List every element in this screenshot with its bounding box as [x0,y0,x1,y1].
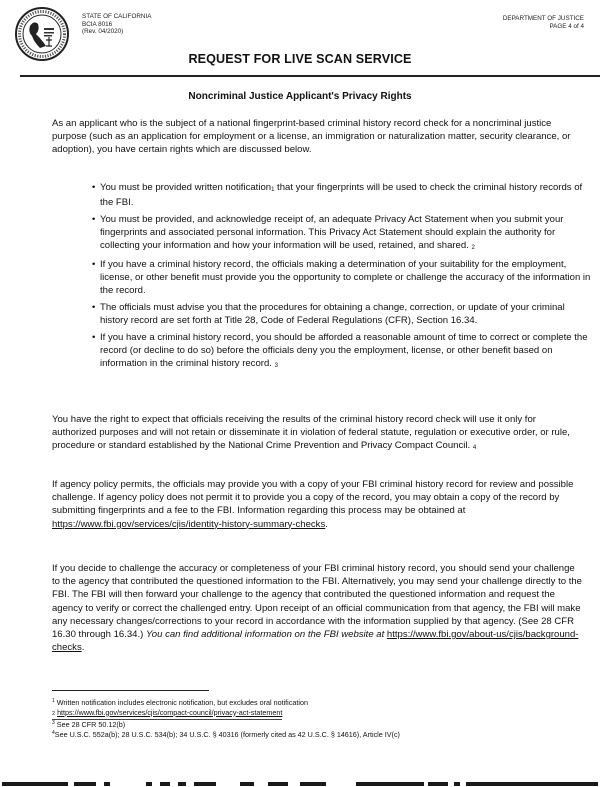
page-number: PAGE 4 of 4 [549,22,584,30]
identity-history-link[interactable]: https://www.fbi.gov/services/cjis/identity-history-summary-checks [52,518,326,530]
footnote-divider [52,690,209,691]
footnote-ref: 3 [274,363,278,369]
footnote-item: $^1$ Written notification includes electronic notification, but excludes oral notification [52,698,308,707]
bullet-icon: • [92,331,96,343]
rights-list-item: • If you have a criminal history record, the officials making a determination of your suitability for the employment, license, or other benefit must provide you the opportunity to complete or challenge the accuracy of the information in the record. [92,258,591,297]
rights-list [92,181,592,376]
record-copy-paragraph: If agency policy permits, the officials may provide you with a copy of your FBI criminal history record for review and possible challenge. If agency policy does not permit it to provide you a copy of the record, you may obtain a copy of the record by submitting fingerprints and a fee to the FBI. Information regarding this process may be obtained at https://www.fbi.gov/services/cjis/identity-history-summary-checks. [52,479,574,530]
scan-edge-artifact [0,782,600,787]
department-label: DEPARTMENT OF JUSTICE [502,15,584,22]
form-number: BCIA 8016 [82,20,113,28]
footnote-ref: 1 [271,187,275,193]
footnote-item: $^4$See U.S.C. 552a(b); 28 U.S.C. 534(b); 34 U.S.C. § 40316 (formerly cited as 42 U.S.C. § 14616), Article IV(c) [52,729,400,739]
rights-list-item: • You must be provided written notification1 that your fingerprints will be used to check the criminal history records of the FBI. [92,182,583,209]
bullet-icon: • [92,182,96,193]
bullet-icon: • [92,213,96,225]
challenge-paragraph: If you decide to challenge the accuracy or completeness of your FBI criminal history record, you should send your challenge to the agency that contributed the questioned information to the FBI. Alternatively, you may send your challenge directly to the FBI. The FBI will then forward your challenge to the agency that contributed the questioned information and request the agency to verify or correct the challenged entry. Upon receipt of an official communication from that agency, the FBI will make any necessary changes/corrections to your record in accordance with the information supplied by that agency. (See 28 CFR 16.30 through 16.34.) You can find additional information on the FBI website at https://www.fbi.gov/about-us/cjis/background-checks. [52,563,582,654]
footnote-ref: 2 [471,245,475,252]
department-block [503,15,584,30]
rights-list-item: • If you have a criminal history record, you should be afforded a reasonable amount of time to correct or complete the record (or decline to do so) before the officials deny you the employment, license, or other benefit based on information in the criminal history record. 3 [92,331,588,369]
bullet-icon: • [92,301,96,313]
form-identifier [82,13,151,36]
rights-list-item: • The officials must advise you that the procedures for obtaining a change, correction, or update of your criminal history record are set forth at Title 28, Code of Federal Regulations (CFR), Section 16.34. [92,301,565,326]
footnote-ref: 4 [472,445,477,452]
bullet-icon: • [92,258,96,270]
rights-list-item: • You must be provided, and acknowledge receipt of, an adequate Privacy Act Statement when you submit your fingerprints and associated personal information. This Privacy Act Statement should explain the authority for collecting your information and how your information will be used, retained, and shared. 2 [92,213,564,252]
document-title: REQUEST FOR LIVE SCAN SERVICE [188,52,412,66]
state-label: STATE OF CALIFORNIA [82,13,152,20]
section-heading: Noncriminal Justice Applicant's Privacy Rights [188,91,412,102]
title-divider [20,75,600,77]
rights-paragraph: You have the right to expect that officials receiving the results of the criminal history record check will use it only for authorized purposes and will not retain or disseminate it in violation of federal statute, regulation or executive order, or rule, procedure or standard established by the National Crime Prevention and Privacy Compact Council. 4 [52,414,570,452]
background-checks-link[interactable]: https://www.fbi.gov/about-us/cjis/background-checks [52,629,579,654]
form-revision: (Rev. 04/2020) [82,28,124,36]
footnotes [52,698,582,739]
intro-paragraph: As an applicant who is the subject of a national fingerprint-based criminal history record check for a noncriminal justice purpose (such as an application for employment or a license, an immigration or naturalization matter, security clearance, or adoption), you have certain rights which are discussed below. [52,118,571,156]
footnote-item: 2 https://www.fbi.gov/services/cjis/compact-council/privacy-act-statement [52,708,282,721]
footnote-item: $^3$ See 28 CFR 50.12(b) [52,720,126,730]
privacy-act-link[interactable]: https://www.fbi.gov/services/cjis/compact-council/privacy-act-statement [57,707,283,717]
